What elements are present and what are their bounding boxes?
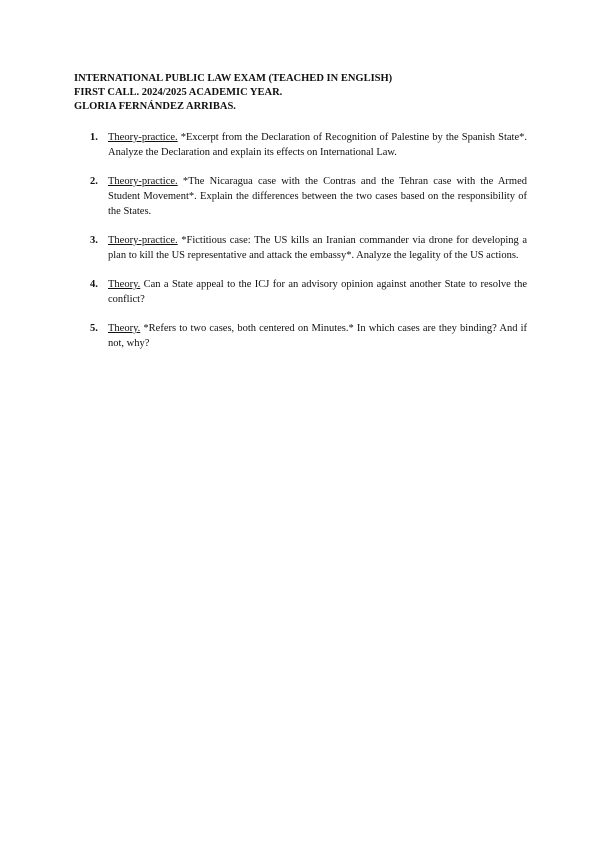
question-type-label: Theory-practice. <box>108 235 178 246</box>
exam-author: GLORIA FERNÁNDEZ ARRIBAS. <box>74 101 236 112</box>
question-type-label: Theory-practice. <box>108 132 178 143</box>
question-item <box>90 130 527 160</box>
question-type-label: Theory. <box>108 323 141 334</box>
exam-call: FIRST CALL. 2024/2025 ACADEMIC YEAR. <box>74 87 283 98</box>
question-type-label: Theory-practice. <box>108 176 178 187</box>
question-list <box>90 130 527 365</box>
question-item <box>90 233 527 263</box>
question-number: 2. <box>90 176 98 187</box>
question-type-label: Theory. <box>108 279 141 290</box>
question-number: 5. <box>90 323 98 334</box>
question-item <box>90 174 527 219</box>
exam-title: INTERNATIONAL PUBLIC LAW EXAM (TEACHED IN ENGLISH) <box>74 73 393 84</box>
question-number: 1. <box>90 132 98 143</box>
question-item <box>90 277 527 307</box>
question-item <box>90 321 527 351</box>
question-text: *The Nicaragua case with the Contras and the Tehran case with the Armed Student Movement*. Explain the differences between the two cases based on the responsibility of the States. <box>108 176 527 217</box>
question-text: *Refers to two cases, both centered on Minutes.* In which cases are they binding? And if not, why? <box>108 323 527 349</box>
question-text: Can a State appeal to the ICJ for an advisory opinion against another State to resolve the conflict? <box>108 279 527 305</box>
question-text: *Excerpt from the Declaration of Recognition of Palestine by the Spanish State*. Analyze the Declaration and explain its effects on International Law. <box>108 132 527 158</box>
question-number: 3. <box>90 235 98 246</box>
exam-header <box>74 72 534 114</box>
question-text: *Fictitious case: The US kills an Iranian commander via drone for developing a plan to kill the US representative and attack the embassy*. Analyze the legality of the US actions. <box>108 235 527 261</box>
question-number: 4. <box>90 279 98 290</box>
